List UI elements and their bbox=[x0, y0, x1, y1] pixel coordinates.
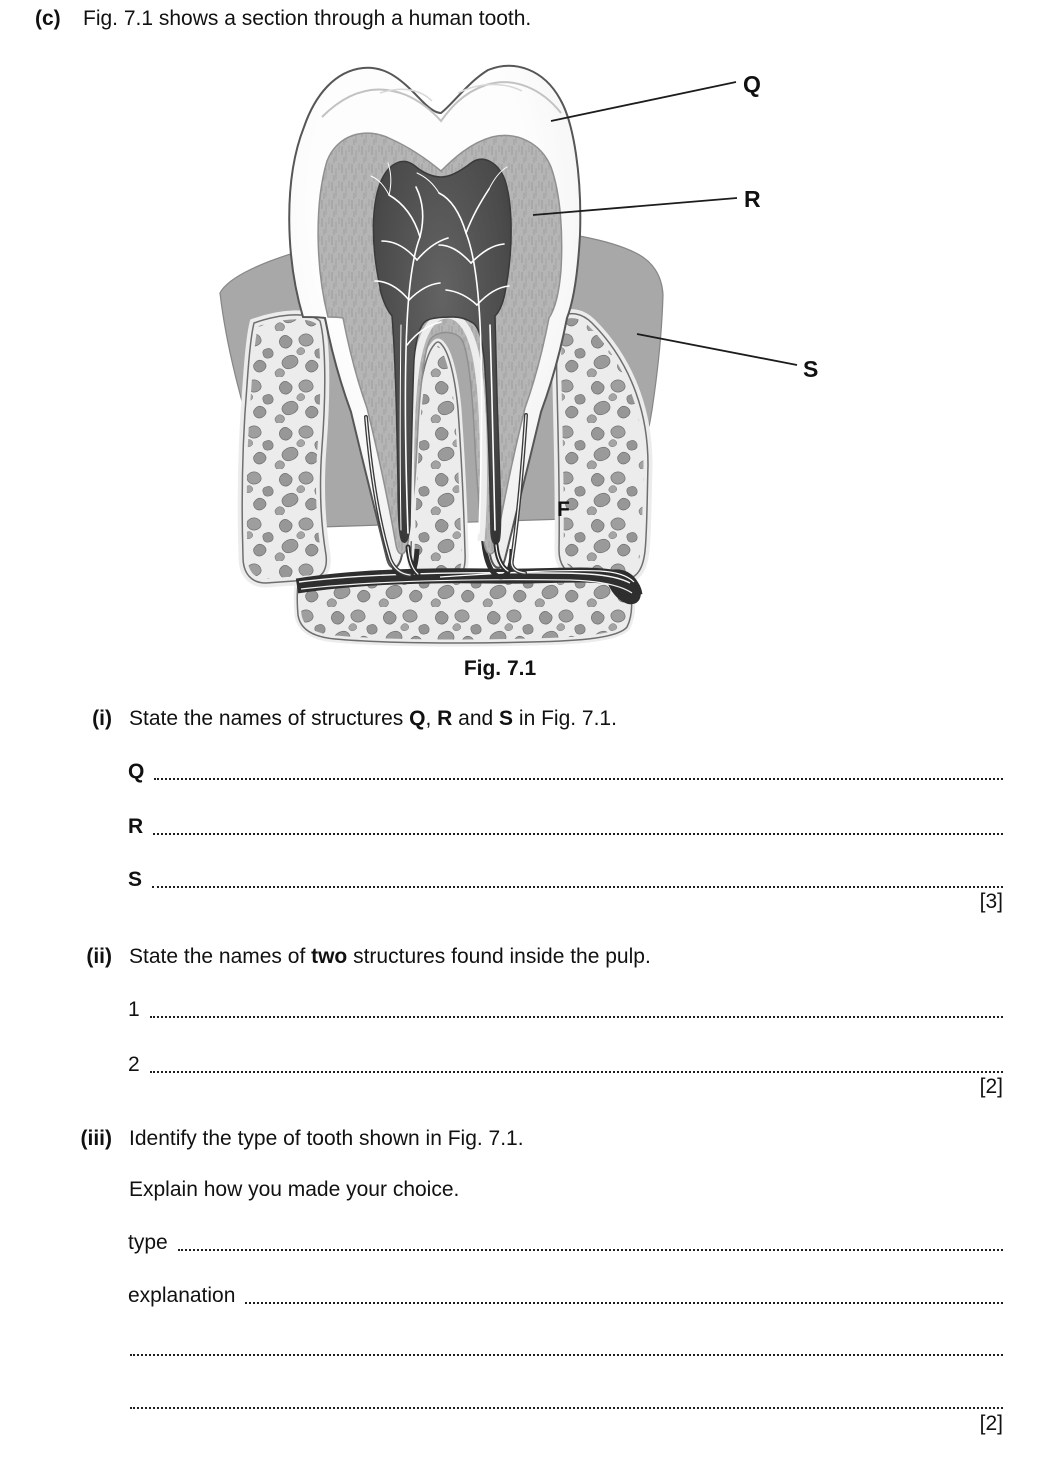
answer-row-1 bbox=[128, 997, 1003, 1024]
tooth-figure bbox=[170, 55, 830, 647]
marks-question-i: [3] bbox=[979, 890, 1003, 913]
answer-line-q[interactable] bbox=[154, 759, 1003, 780]
question-i-number: (i) bbox=[92, 707, 112, 730]
answer-row-r bbox=[128, 814, 1003, 841]
label-f: F bbox=[557, 498, 570, 521]
question-iii-prompt-2 bbox=[40, 1177, 1003, 1203]
answer-line-explanation[interactable] bbox=[245, 1283, 1003, 1304]
answer-row-q bbox=[128, 759, 1003, 786]
answer-line-explanation-cont-2[interactable] bbox=[130, 1388, 1003, 1409]
figure-caption: Fig. 7.1 bbox=[463, 657, 537, 680]
answer-s-label: S bbox=[128, 868, 143, 891]
jaw-bone-left bbox=[242, 315, 326, 583]
answer-line-explanation-cont-1[interactable] bbox=[130, 1335, 1003, 1356]
label-s-leader-line bbox=[637, 334, 797, 365]
part-c-text: Fig. 7.1 shows a section through a human tooth. bbox=[83, 7, 532, 30]
question-iii-number: (iii) bbox=[80, 1127, 112, 1150]
answer-row-type bbox=[128, 1230, 1003, 1257]
answer-line-type[interactable] bbox=[178, 1230, 1003, 1251]
label-q: Q bbox=[743, 71, 761, 97]
question-ii-number: (ii) bbox=[86, 945, 112, 968]
answer-line-2[interactable] bbox=[150, 1052, 1003, 1073]
tooth-section-illustration bbox=[170, 55, 830, 647]
answer-line-s[interactable] bbox=[152, 867, 1003, 888]
question-i-text: State the names of structures Q, R and S in Fig. 7.1. bbox=[129, 707, 617, 730]
part-c-header bbox=[35, 7, 1025, 31]
question-iii-prompt bbox=[40, 1126, 1003, 1152]
part-c-label: (c) bbox=[35, 7, 61, 30]
label-s: S bbox=[803, 356, 819, 382]
question-i-prompt bbox=[40, 706, 1003, 732]
answer-explanation-label: explanation bbox=[128, 1284, 236, 1307]
marks-question-ii: [2] bbox=[979, 1075, 1003, 1098]
question-iii-text-1: Identify the type of tooth shown in Fig. 7.1. bbox=[129, 1127, 524, 1150]
answer-r-label: R bbox=[128, 815, 144, 838]
label-r: R bbox=[744, 186, 761, 212]
answer-q-label: Q bbox=[128, 760, 145, 783]
answer-row-explanation bbox=[128, 1283, 1003, 1310]
marks-question-iii: [2] bbox=[979, 1412, 1003, 1435]
answer-type-label: type bbox=[128, 1231, 168, 1254]
answer-line-1[interactable] bbox=[150, 997, 1003, 1018]
answer-line-r[interactable] bbox=[153, 814, 1003, 835]
answer-1-label: 1 bbox=[128, 998, 140, 1021]
question-iii-text-2: Explain how you made your choice. bbox=[129, 1178, 460, 1201]
label-q-leader-line bbox=[551, 82, 736, 121]
answer-2-label: 2 bbox=[128, 1053, 140, 1076]
question-ii-text: State the names of two structures found inside the pulp. bbox=[129, 945, 651, 968]
question-ii-prompt bbox=[40, 944, 1003, 970]
